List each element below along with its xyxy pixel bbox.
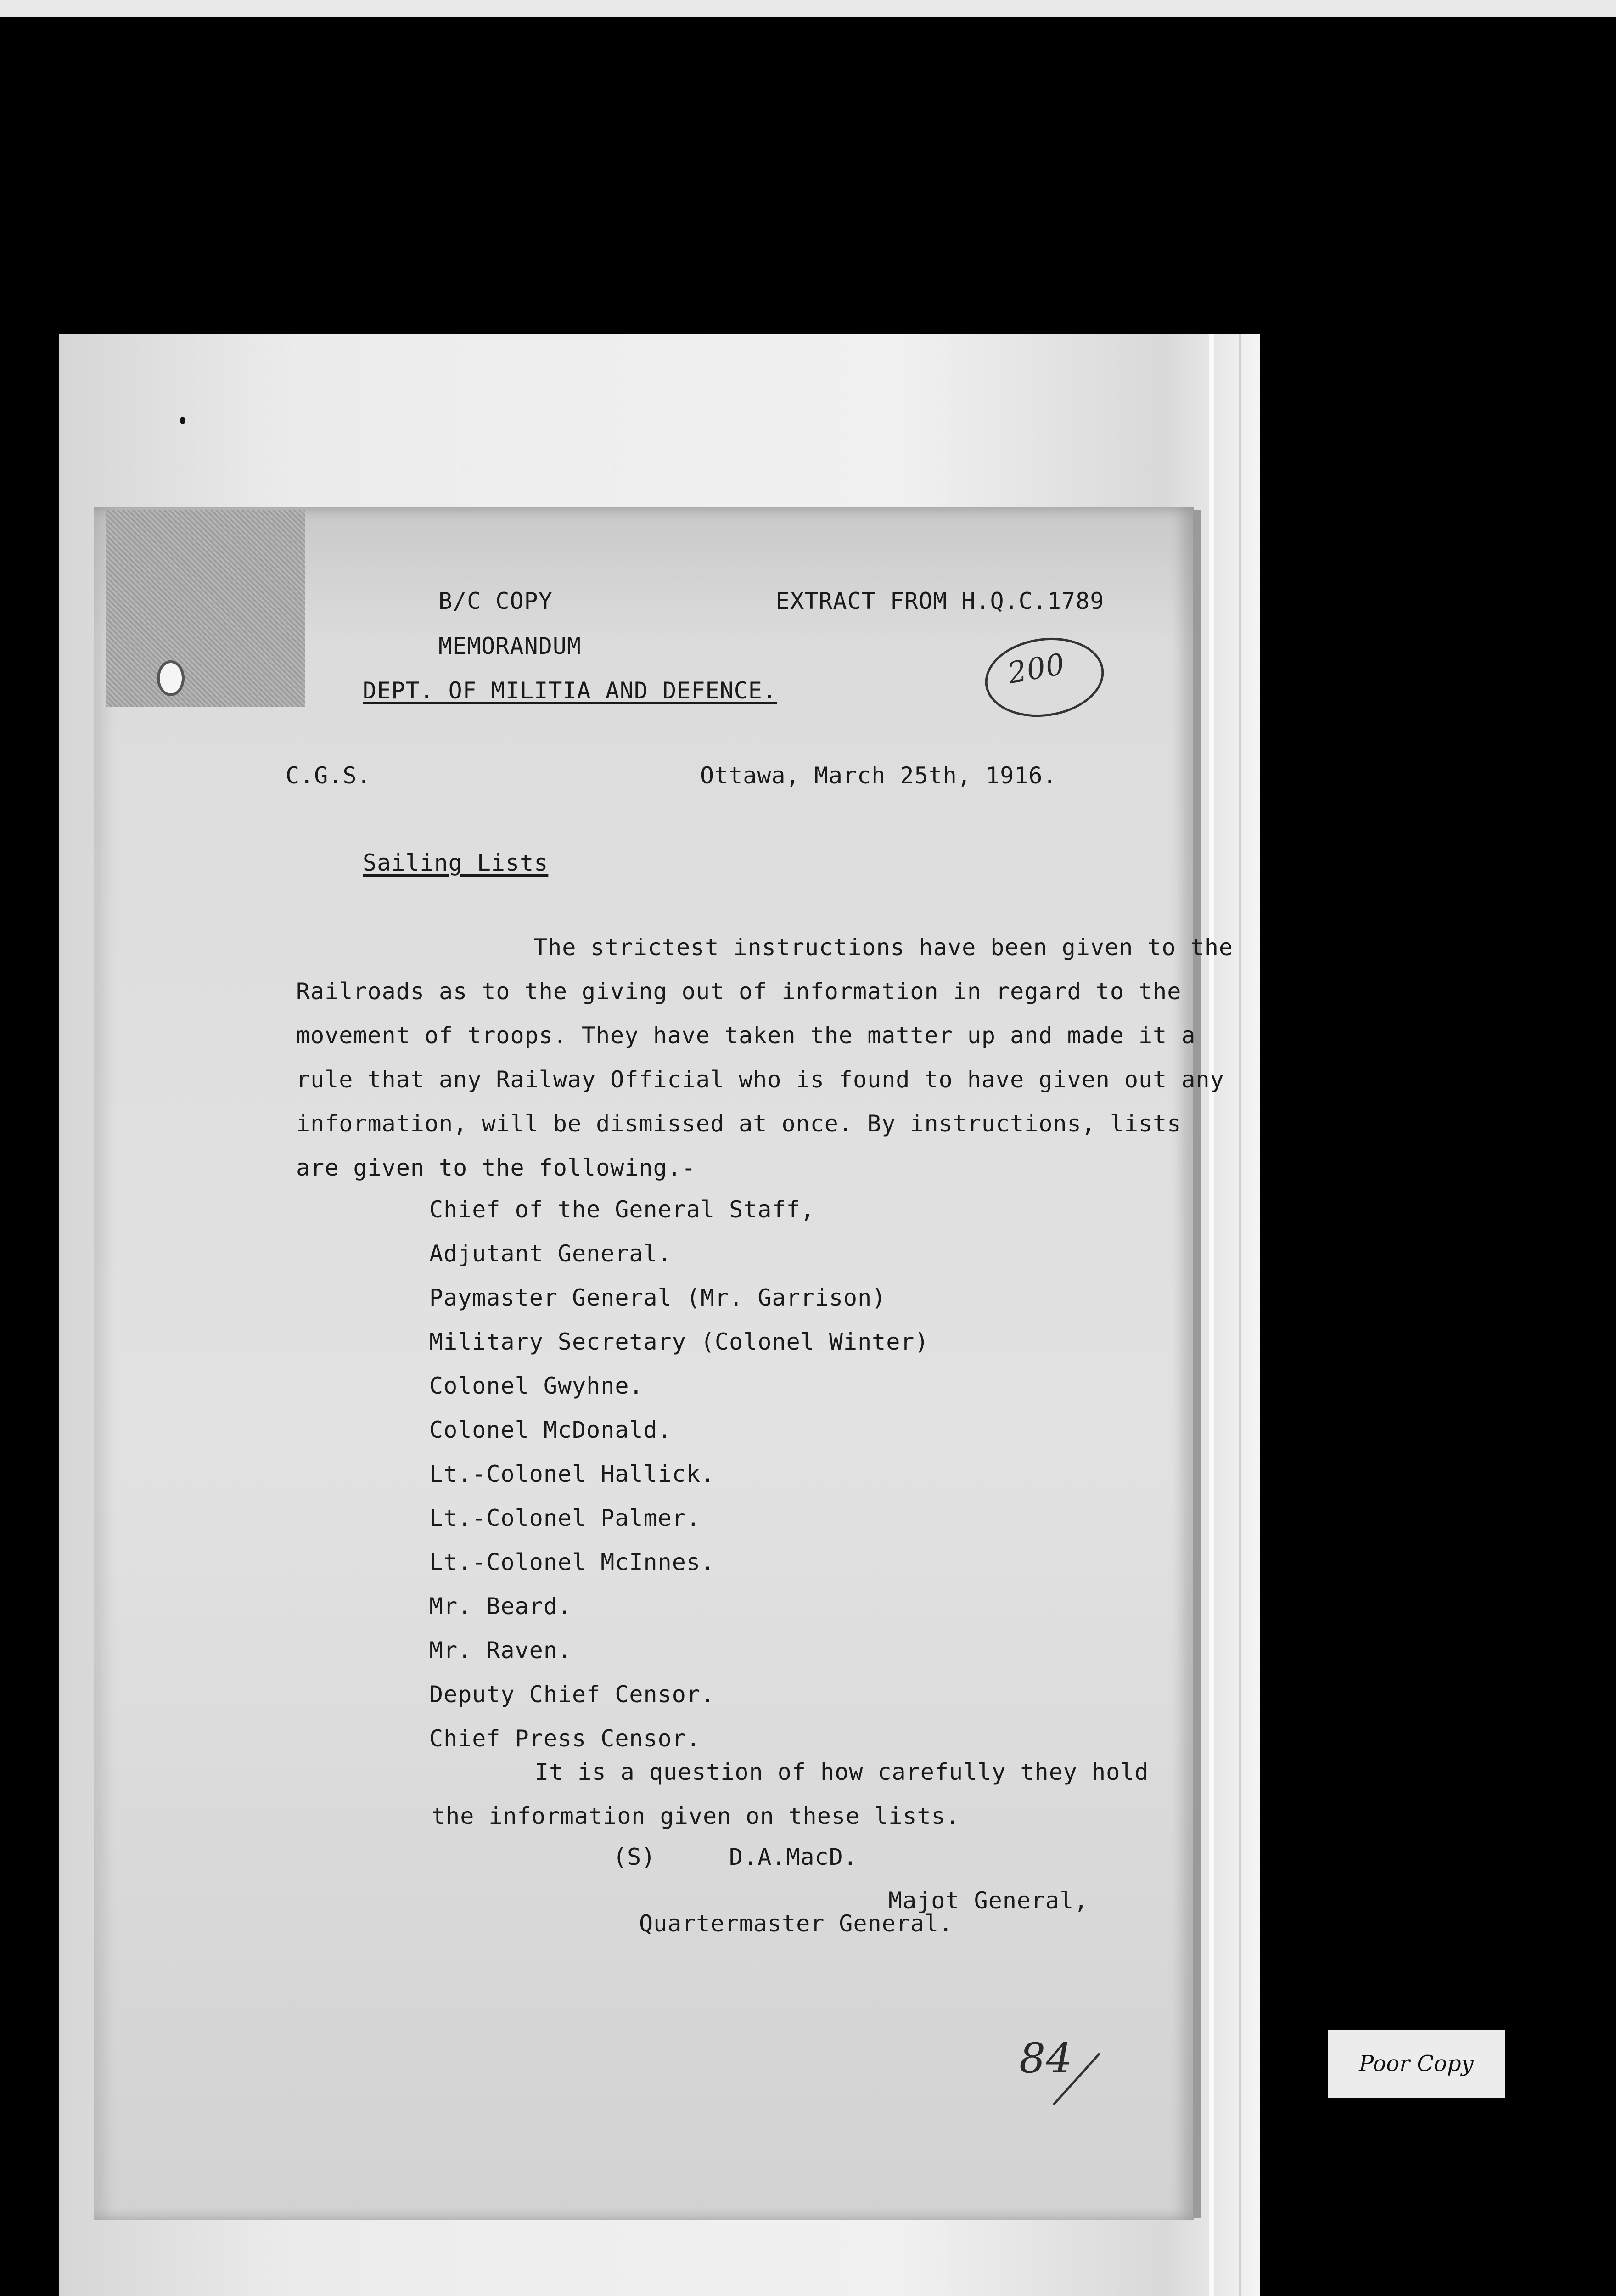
signatory-title: Quartermaster General. (639, 1910, 954, 1937)
signatory-name: D.A.MacD. (729, 1844, 858, 1870)
closing-line: the information given on these lists. (432, 1803, 960, 1829)
signed-marker: (S) (613, 1844, 656, 1870)
addressee: C.G.S. (286, 762, 371, 789)
body-line: The strictest instructions have been given to the (533, 934, 1234, 961)
scan-top-strip (0, 0, 1616, 17)
recipient-item: Mr. Raven. (429, 1637, 572, 1664)
recipient-item: Colonel McDonald. (429, 1417, 672, 1443)
memo-label: MEMORANDUM (438, 633, 582, 659)
memo-page-edge (1193, 510, 1201, 2218)
page-number-handwritten: 84 (1019, 2034, 1073, 2082)
body-line: information, will be dismissed at once. By instructions, lists (296, 1110, 1182, 1137)
sheet-edge (1209, 334, 1214, 2296)
recipient-item: Colonel Gwyhne. (429, 1373, 644, 1399)
recipient-item: Lt.-Colonel Palmer. (429, 1505, 701, 1531)
signatory-rank: Majot General, (888, 1887, 1089, 1914)
recipient-item: Chief Press Censor. (429, 1725, 701, 1752)
body-line: are given to the following.- (296, 1154, 696, 1181)
punch-hole (157, 660, 185, 696)
recipient-item: Chief of the General Staff, (429, 1196, 815, 1223)
body-line: Railroads as to the giving out of information in regard to the (296, 978, 1182, 1005)
recipient-item: Lt.-Colonel Hallick. (429, 1461, 715, 1487)
file-number-handwritten: 200 (1005, 647, 1068, 691)
place-date: Ottawa, March 25th, 1916. (700, 762, 1057, 789)
body-line: rule that any Railway Official who is found to have given out any (296, 1066, 1224, 1093)
tape-patch (106, 510, 305, 707)
recipient-item: Adjutant General. (429, 1240, 672, 1267)
poor-copy-note: Poor Copy (1328, 2030, 1505, 2098)
recipient-item: Military Secretary (Colonel Winter) (429, 1328, 929, 1355)
subject-heading: Sailing Lists (363, 850, 549, 876)
recipient-item: Lt.-Colonel McInnes. (429, 1549, 715, 1576)
recipient-item: Paymaster General (Mr. Garrison) (429, 1284, 887, 1311)
recipient-item: Mr. Beard. (429, 1593, 572, 1620)
department-label: DEPT. OF MILITIA AND DEFENCE. (363, 677, 777, 704)
ink-dot (180, 417, 185, 424)
closing-line: It is a question of how carefully they hold (535, 1759, 1149, 1785)
sheet-edge (1239, 334, 1241, 2296)
copy-label: B/C COPY (438, 588, 553, 614)
extract-label: EXTRACT FROM H.Q.C.1789 (776, 588, 1105, 614)
recipient-item: Deputy Chief Censor. (429, 1681, 715, 1708)
body-line: movement of troops. They have taken the matter up and made it a (296, 1022, 1196, 1049)
